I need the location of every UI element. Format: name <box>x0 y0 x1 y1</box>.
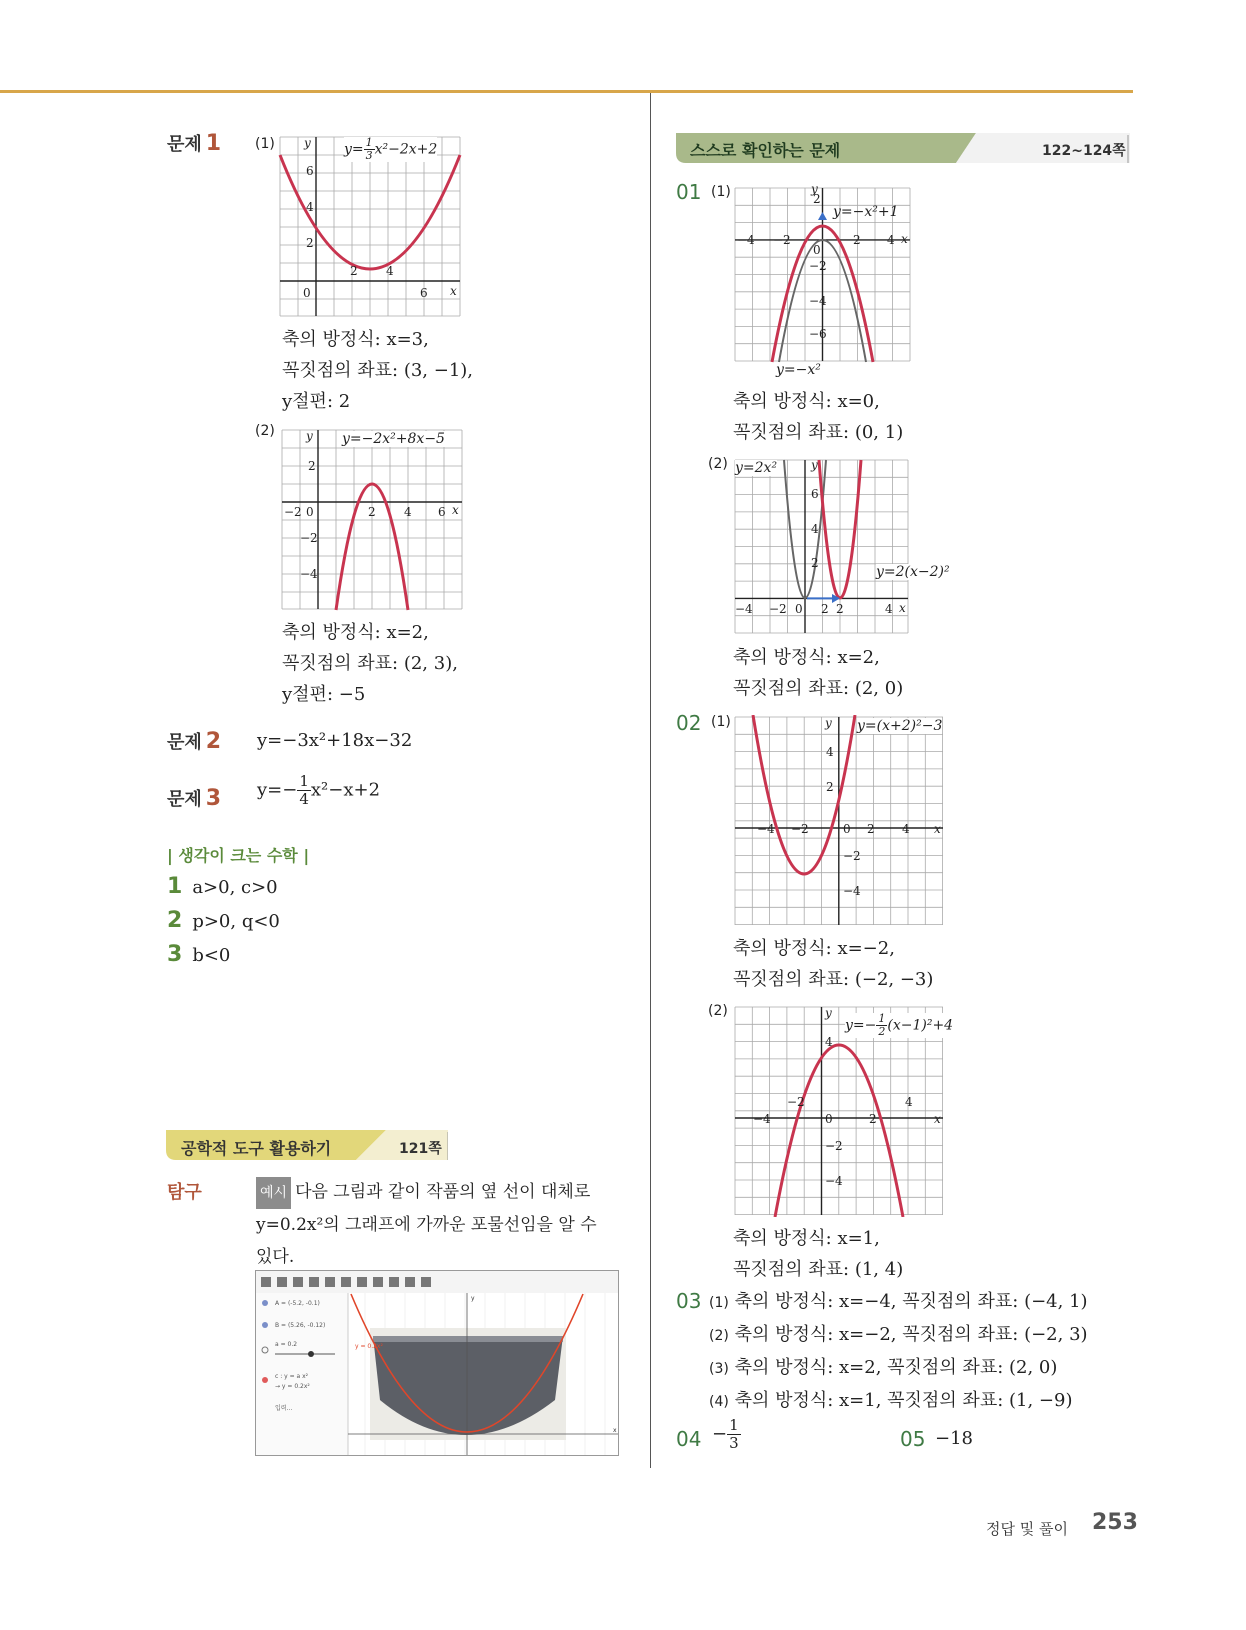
list-item: (1) 축의 방정식: x=−4, 꼭짓점의 좌표: (−4, 1) <box>709 1291 1088 1312</box>
svg-text:−2: −2 <box>843 849 861 863</box>
p1-part1-answer: 축의 방정식: x=3, 꼭짓점의 좌표: (3, −1), y절편: 2 <box>282 329 474 412</box>
q04-answer: − $\frac{1}{3}$ <box>712 1416 739 1452</box>
svg-text:y: y <box>825 1006 832 1020</box>
list-item: (3) 축의 방정식: x=2, 꼭짓점의 좌표: (2, 0) <box>709 1357 1058 1378</box>
q05-answer: −18 <box>935 1428 973 1449</box>
origin: 0 <box>306 505 314 519</box>
tick-x-2: 2 <box>350 264 358 278</box>
q02-number: 02 <box>676 711 702 735</box>
footer-label: 정답 및 풀이 <box>986 1520 1068 1538</box>
svg-text:0: 0 <box>843 822 851 836</box>
axis-y-label: y <box>306 429 313 443</box>
tick-y-neg4: −4 <box>300 567 318 581</box>
svg-text:x: x <box>934 1112 941 1126</box>
list-item: (4) 축의 방정식: x=1, 꼭짓점의 좌표: (1, −9) <box>709 1390 1073 1411</box>
tick-x-6: 6 <box>420 286 428 300</box>
tick-y-2: 2 <box>308 459 316 473</box>
tick-x-4: 4 <box>386 264 394 278</box>
svg-text:2: 2 <box>813 192 821 206</box>
problem-3-answer: y=− $\frac{1}{4}$ x²−x+2 <box>257 772 381 808</box>
problem-2-answer: y=−3x²+18x−32 <box>257 730 413 751</box>
svg-text:−4: −4 <box>735 602 753 616</box>
p1-part2-tag: (2) <box>255 423 275 439</box>
think-math-list <box>167 870 280 972</box>
q01-part1-tag: (1) <box>711 184 731 200</box>
svg-text:x: x <box>613 1427 617 1434</box>
q01-part1-eq-red: y=−x²+1 <box>833 204 899 220</box>
svg-text:−4: −4 <box>737 233 755 247</box>
list-item: (2) 축의 방정식: x=−2, 꼭짓점의 좌표: (−2, 3) <box>709 1324 1088 1345</box>
example-badge: 예시 <box>256 1177 291 1209</box>
svg-text:4: 4 <box>905 1095 913 1109</box>
q01-part1-answer: 축의 방정식: x=0, 꼭짓점의 좌표: (0, 1) <box>733 391 904 443</box>
tick-x-neg2: −2 <box>284 505 302 519</box>
svg-text:2: 2 <box>836 602 844 616</box>
explore-label: 탐구 <box>167 1182 202 1203</box>
svg-text:4: 4 <box>902 822 910 836</box>
q05-number: 05 <box>900 1427 926 1451</box>
tool-banner-page: 121쪽 <box>399 1141 442 1157</box>
column-divider <box>650 93 651 1468</box>
svg-text:−2: −2 <box>825 1139 843 1153</box>
p1-part1-tag: (1) <box>255 136 275 152</box>
p1-part2-graph <box>280 428 465 613</box>
q01-part2-eq-red: y=2(x−2)² <box>876 564 950 580</box>
svg-text:2: 2 <box>853 233 861 247</box>
q02-part2-tag: (2) <box>708 1003 728 1019</box>
svg-text:2: 2 <box>867 822 875 836</box>
svg-text:y: y <box>811 186 818 196</box>
q01-number: 01 <box>676 180 702 204</box>
self-check-title: 스스로 확인하는 문제 <box>690 141 841 160</box>
svg-text:−6: −6 <box>809 327 827 341</box>
svg-text:0: 0 <box>825 1112 833 1126</box>
problem-3-label: 문제 3 <box>167 786 222 811</box>
svg-text:4: 4 <box>811 522 819 536</box>
svg-text:x: x <box>899 601 906 615</box>
svg-text:−2: −2 <box>773 233 791 247</box>
tick-x-6: 6 <box>438 505 446 519</box>
svg-text:−2: −2 <box>769 602 787 616</box>
p1-part1-equation: y= $\frac{1}{3}$ x²−2x+2 <box>344 136 438 162</box>
q03-number: 03 <box>676 1289 702 1313</box>
tick-x-4: 4 <box>404 505 412 519</box>
problem-1-label: 문제 1 <box>167 131 222 156</box>
tick-y-2: 2 <box>306 236 314 250</box>
q02-part1-answer: 축의 방정식: x=−2, 꼭짓점의 좌표: (−2, −3) <box>733 938 934 990</box>
svg-text:−4: −4 <box>757 822 775 836</box>
svg-text:x: x <box>934 822 941 836</box>
svg-text:B = (5.26, -0.12): B = (5.26, -0.12) <box>275 1322 326 1329</box>
svg-text:y = 0.2x²: y = 0.2x² <box>355 1343 383 1350</box>
top-rule <box>0 90 1133 93</box>
svg-text:A = (-5.2, -0.1): A = (-5.2, -0.1) <box>275 1300 320 1307</box>
axis-x-label: x <box>452 503 459 517</box>
q02-part1-equation: y=(x+2)²−3 <box>857 718 943 734</box>
svg-text:−2: −2 <box>791 822 809 836</box>
p1-part1-graph <box>278 135 463 320</box>
origin: 0 <box>303 286 311 300</box>
think-item: 2 p>0, q<0 <box>167 908 280 933</box>
svg-text:y: y <box>811 458 818 472</box>
q02-part1-tag: (1) <box>711 714 731 730</box>
think-math-title: | 생각이 크는 수학 | <box>167 846 310 865</box>
svg-text:−4: −4 <box>825 1174 843 1188</box>
tick-y-neg2: −2 <box>300 531 318 545</box>
think-item: 1 a>0, c>0 <box>167 874 278 899</box>
axis-y-label: y <box>304 136 311 150</box>
problem-2-label: 문제 2 <box>167 729 222 754</box>
explore-text: 예시 다음 그림과 같이 작품의 옆 선이 대체로 y=0.2x²의 그래프에 가까운 포물선임을 알 수 있다. <box>256 1176 618 1273</box>
q01-part2-graph <box>733 458 911 636</box>
svg-text:4: 4 <box>887 233 895 247</box>
svg-text:x: x <box>901 232 908 246</box>
svg-text:c : y = a x²: c : y = a x² <box>275 1373 309 1380</box>
svg-text:2: 2 <box>811 556 819 570</box>
tick-y-4: 4 <box>306 200 314 214</box>
svg-text:−2: −2 <box>787 1095 805 1109</box>
svg-text:y: y <box>471 1295 475 1302</box>
svg-text:2: 2 <box>821 602 829 616</box>
svg-text:→ y = 0.2x²: → y = 0.2x² <box>275 1383 310 1390</box>
svg-text:y: y <box>825 716 832 730</box>
think-item: 3 b<0 <box>167 942 231 967</box>
svg-text:−2: −2 <box>809 259 827 273</box>
svg-text:−4: −4 <box>753 1112 771 1126</box>
svg-text:0: 0 <box>813 243 821 257</box>
p1-part2-equation: y=−2x²+8x−5 <box>342 431 445 447</box>
svg-text:2: 2 <box>869 1112 877 1126</box>
svg-text:a = 0.2: a = 0.2 <box>275 1341 298 1348</box>
q01-part1-eq-gray: y=−x² <box>776 362 821 378</box>
svg-text:6: 6 <box>811 487 819 501</box>
svg-text:−4: −4 <box>843 884 861 898</box>
p1-part2-answer: 축의 방정식: x=2, 꼭짓점의 좌표: (2, 3), y절편: −5 <box>282 622 458 705</box>
svg-text:4: 4 <box>826 745 834 759</box>
svg-text:입력...: 입력... <box>275 1405 293 1412</box>
svg-text:4: 4 <box>825 1035 833 1049</box>
self-check-pages: 122~124쪽 <box>1042 143 1126 159</box>
page-number: 253 <box>1092 1510 1138 1535</box>
svg-text:−4: −4 <box>809 294 827 308</box>
geogebra-screenshot <box>255 1270 619 1456</box>
svg-text:0: 0 <box>795 602 803 616</box>
tick-x-2: 2 <box>368 505 376 519</box>
q01-part2-answer: 축의 방정식: x=2, 꼭짓점의 좌표: (2, 0) <box>733 647 904 699</box>
svg-text:4: 4 <box>885 602 893 616</box>
tick-y-6: 6 <box>306 164 314 178</box>
q02-part1-graph <box>733 715 945 927</box>
q01-part2-eq-gray: y=2x² <box>735 460 778 476</box>
tool-banner-title: 공학적 도구 활용하기 <box>181 1139 332 1158</box>
q02-part2-answer: 축의 방정식: x=1, 꼭짓점의 좌표: (1, 4) <box>733 1228 904 1280</box>
axis-x-label: x <box>450 284 457 298</box>
q02-part2-equation: y=− $\frac{1}{2}$ (x−1)²+4 <box>845 1012 954 1038</box>
q01-part2-tag: (2) <box>708 456 728 472</box>
q04-number: 04 <box>676 1427 702 1451</box>
q03-list <box>709 1286 1088 1418</box>
svg-text:2: 2 <box>826 780 834 794</box>
